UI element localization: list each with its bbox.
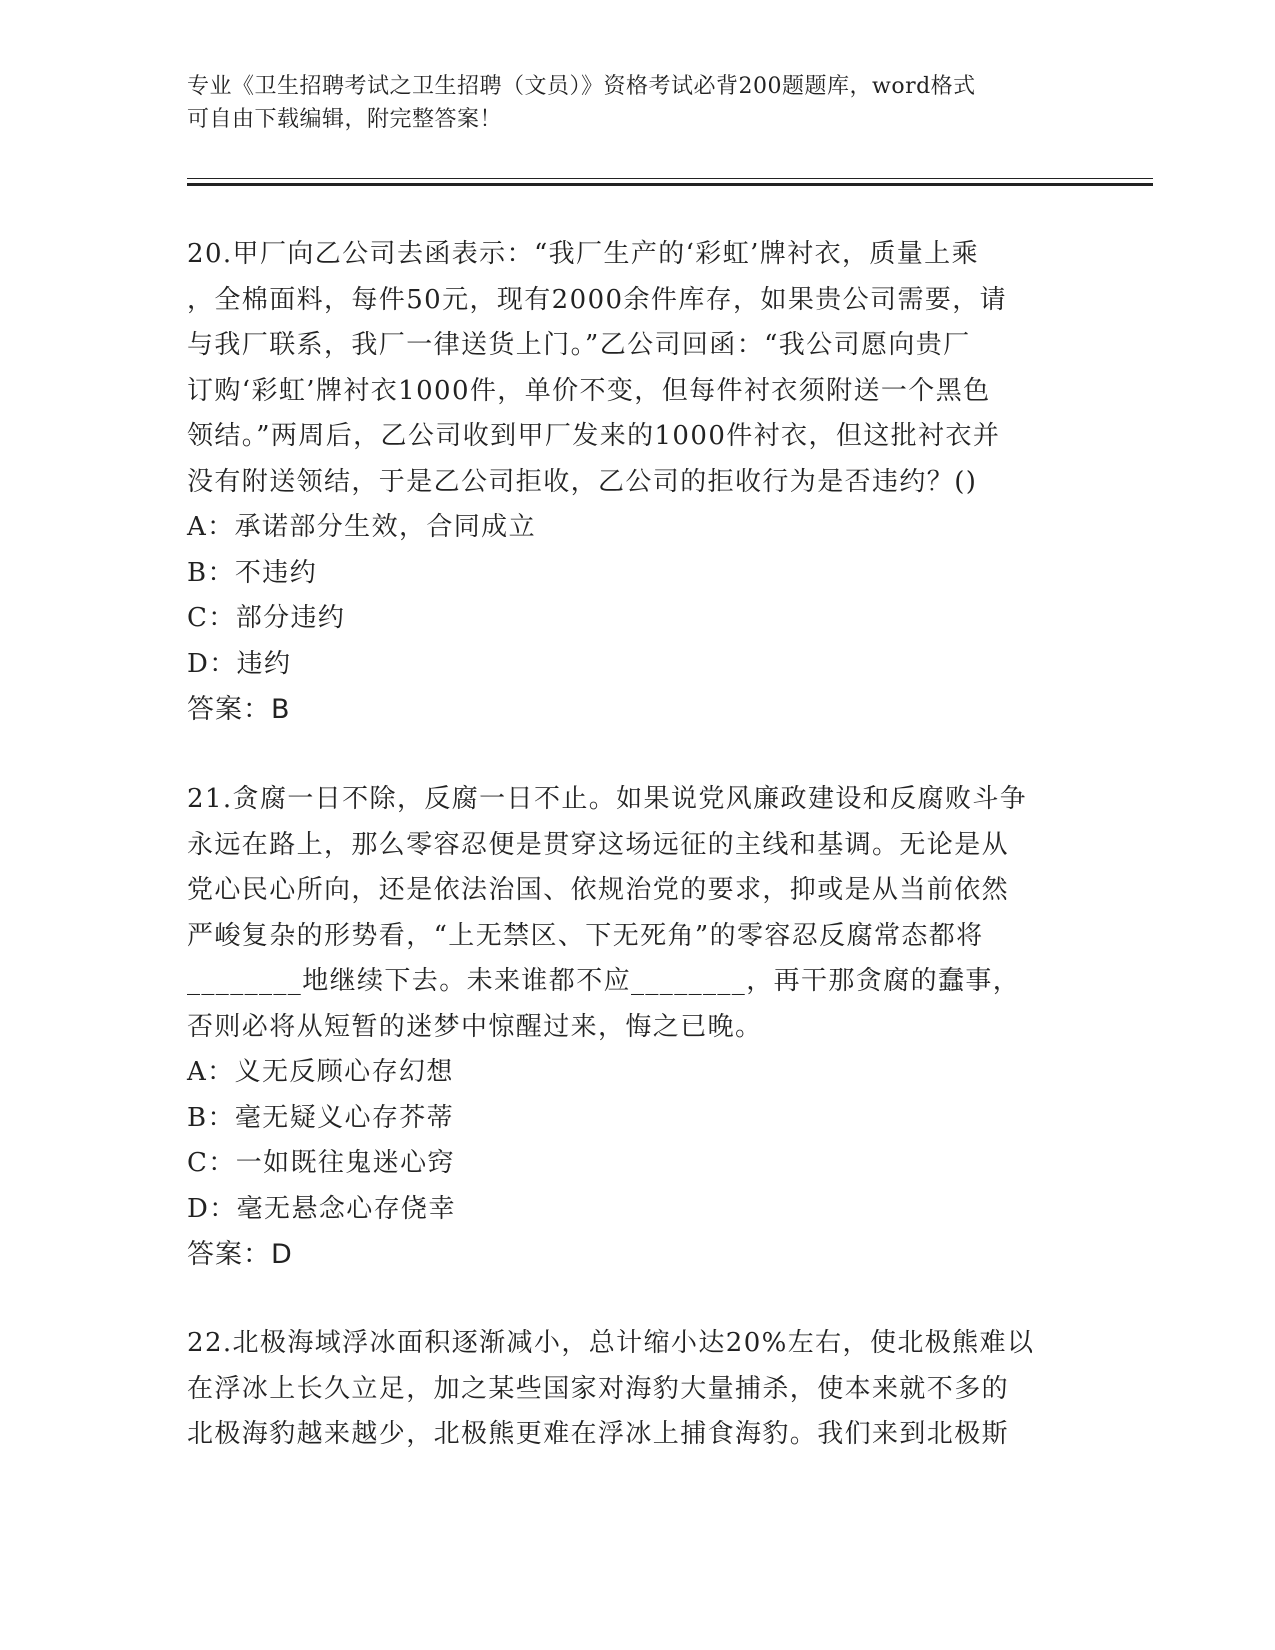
option-c: C：一如既往鬼迷心窍 — [187, 1148, 455, 1178]
document-header — [187, 70, 1067, 136]
option-a: A：承诺部分生效，合同成立 — [187, 512, 536, 542]
option-c: C：部分违约 — [187, 603, 346, 633]
question-stem-line: 北极海豹越来越少，北极熊更难在浮冰上捕食海豹。我们来到北极斯 — [187, 1419, 1010, 1449]
question-stem-line: 永远在路上，那么零容忍便是贯穿这场远征的主线和基调。无论是从 — [187, 829, 1010, 860]
question-stem-line: 严峻复杂的形势看，“上无禁区、下无死角”的零容忍反腐常态都将 — [187, 920, 984, 951]
header-line: 可自由下载编辑，附完整答案！ — [187, 107, 503, 132]
question-stem-line: 否则必将从短暂的迷梦中惊醒过来，悔之已晚。 — [187, 1011, 763, 1042]
question-stem-line: 21.贪腐一日不除，反腐一日不止。如果说党风廉政建设和反腐败斗争 — [187, 784, 1028, 814]
answer-label: 答案：D — [187, 1239, 293, 1270]
option-b: B：毫无疑义心存芥蒂 — [187, 1102, 455, 1133]
question-stem-line: ________地继续下去。未来谁都不应________，再干那贪腐的蠢事， — [187, 966, 1021, 996]
header-rule-thin — [187, 178, 1153, 179]
question-stem-line: 22.北极海域浮冰面积逐渐减小，总计缩小达20%左右，使北极熊难以 — [187, 1328, 1035, 1358]
question-stem-line: 在浮冰上长久立足，加之某些国家对海豹大量捕杀，使本来就不多的 — [187, 1373, 1010, 1404]
header-line: 专业《卫生招聘考试之卫生招聘（文员）》资格考试必背200题题库，word格式 — [187, 74, 976, 99]
option-d: D：毫无悬念心存侥幸 — [187, 1193, 456, 1224]
question-stem-line: 没有附送领结，于是乙公司拒收，乙公司的拒收行为是否违约？() — [187, 466, 978, 497]
answer-label: 答案：B — [187, 694, 291, 725]
question-22 — [187, 1321, 1087, 1458]
option-b: B：不违约 — [187, 557, 318, 588]
question-stem-line: 党心民心所向，还是依法治国、依规治党的要求，抑或是从当前依然 — [187, 875, 1010, 905]
question-stem-line: ，全棉面料，每件50元，现有2000余件库存，如果贵公司需要，请 — [187, 284, 1008, 315]
question-stem-line: 与我厂联系，我厂一律送货上门。”乙公司回函：“我公司愿向贵厂 — [187, 330, 971, 360]
question-stem-line: 20.甲厂向乙公司去函表示：“我厂生产的‘彩虹’牌衬衣，质量上乘 — [187, 239, 979, 269]
header-rule-thick — [187, 183, 1153, 186]
option-a: A：义无反顾心存幻想 — [187, 1057, 454, 1087]
question-21 — [187, 777, 1087, 1278]
question-stem-line: 领结。”两周后，乙公司收到甲厂发来的1000件衬衣，但这批衬衣并 — [187, 421, 1001, 451]
question-20 — [187, 232, 1087, 733]
option-d: D：违约 — [187, 648, 292, 679]
question-stem-line: 订购‘彩虹’牌衬衣1000件，单价不变，但每件衬衣须附送一个黑色 — [187, 375, 991, 406]
